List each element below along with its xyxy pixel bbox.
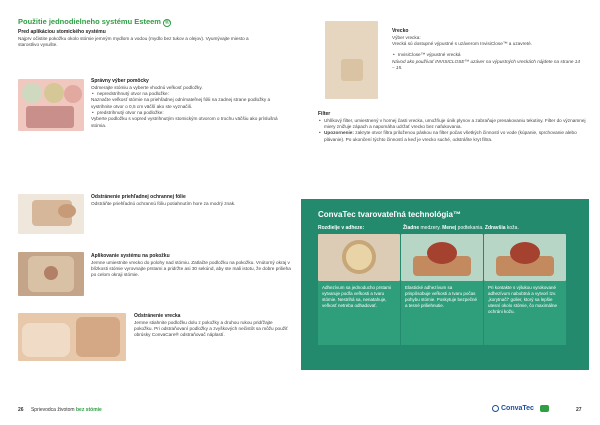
- tech-title: ConvaTec tvarovateľná technológia™: [318, 210, 461, 219]
- tech-col1-heading: Rozdielje v adheze:: [318, 225, 365, 231]
- step3-section: [91, 253, 291, 279]
- step1-bullet2: • predstrihnutý otvor na podložke:: [91, 110, 291, 116]
- prep-heading: Pred aplikáciou stomického systému: [18, 29, 106, 35]
- step1-section: [91, 78, 291, 129]
- brand-logo: [492, 404, 549, 413]
- step2-heading: Odstránenie priehľadnej ochrannej fólie: [91, 194, 186, 200]
- apply-pouch-image: [18, 252, 84, 296]
- pouch-image: [325, 21, 378, 99]
- left-footer: [18, 407, 102, 414]
- tech-image-3: [484, 234, 566, 281]
- step1-text3: Vyberte podložku s vopred vystrihnutým stomickým otvorom o trochu väčšiu ako príslušná stómia.: [91, 116, 278, 128]
- filter-bullet1: • Uhlíkový filter, umiestnený v hornej časti vrecka, umožňuje únik plynov a zabraňuje presakovaniu tekutiny. Filter do významnej miery znižuje zápach a napomáha udržať vrecko bez nafukovania.: [318, 118, 586, 131]
- prep-section: [18, 29, 268, 48]
- filter-warning-label: Upozornenie:: [324, 130, 354, 136]
- step4-heading: Odstránenie vrecka: [134, 313, 181, 319]
- step4-section: [134, 313, 292, 339]
- tech-col2-heading: Žiadne medzery. Menej podtekania. Zdravšia koža.: [403, 225, 519, 231]
- pouch-heading: Vrecko: [392, 28, 409, 34]
- step1-text2: Naznačte veľkosť stómie na priehľadnej odnímateľnej fólii na zadnej strane podložky a vystrihnite otvor o 0,5 cm väčší ako ste vyznačili.: [91, 97, 271, 109]
- pouch-bullet: • InvisiClose™ výpustné vrecká: [392, 52, 582, 58]
- pouch-sizing-image: [18, 79, 84, 131]
- convatec-icon: [492, 405, 499, 412]
- step1-text1: Odmerajte stómiu a vyberte vhodnú veľkosť podložky.: [91, 84, 203, 90]
- page-title: Použitie jednodielneho systému Esteem ®: [18, 17, 170, 26]
- pouch-section: [392, 28, 582, 71]
- filter-heading: Filter: [318, 111, 331, 117]
- guide-label: Sprievodca životom: [30, 407, 75, 413]
- filter-section: [318, 111, 586, 143]
- remove-pouch-image: [18, 313, 126, 361]
- pouch-label: Výber vrecka:: [392, 34, 421, 40]
- badge-icon: [540, 405, 549, 412]
- step3-heading: Aplikovanie systému na pokožku: [91, 253, 170, 259]
- tech-image-2: [401, 234, 483, 281]
- tech-box-1: Adhezívum sa jednoducho prstami vytvaruje podľa veľkosti a tvaru stómie. Nestrihá sa, nenatahuje, veľkosť netreba odhadovať.: [318, 281, 400, 345]
- tech-image-1: [318, 234, 400, 281]
- brand-name: ConvaTec: [501, 405, 534, 412]
- pouch-text1: Vrecká sú dostupné výpustné s uzáverom InvisiClose™ a uzavreté.: [392, 41, 532, 47]
- pouch-note: Návod ako používať INVISICLOSE™ uzáver na výpustných vreckách nájdete na strane 14 – 15.: [392, 58, 580, 71]
- step4-text: Jemne stiahnite podložku dolu z pokožky a druhou rukou pridŕžajte pokožku. Pri odstraňovaní podložky a zvyškových nečistôt sa môžu použiť obrúsky ConvaCare® odstraňovač náplastí.: [134, 319, 288, 338]
- tech-subheadings: [318, 225, 586, 232]
- tech-box-3: Pri kontakte s výlukou vyrokované adhezívum nabobtná a vytvorí tzv. „korytnačí“ golier, ktorý sa lepšie utesní okolo stómie, čo maximálne ochráni kožu.: [484, 281, 566, 345]
- left-page-number: 26: [18, 407, 24, 413]
- filter-bullet2: [318, 130, 586, 143]
- registered-mark: ®: [165, 20, 170, 26]
- step2-section: [91, 194, 291, 207]
- step1-bullet1: • nepredstrihnutý otvor na podložke:: [91, 91, 291, 97]
- filter-warning-text: zakryte otvor filtra priloženou páskou na filter počas všetkých činností vo vode (kúpanie, sprchovanie alebo plávanie). Po ukončení týchto činností a keď je vrecko suché, odstráňte kryt filtra.: [324, 130, 577, 142]
- prep-text: Najprv očistite pokožku okolo stómie jemným mydlom a vodou (mydlo bez tukov a olejov). Vyumývajte miesto a starostlivo vysušte.: [18, 35, 249, 48]
- tech-box-2: Elastické adhezívum sa prispôsobuje veľkosti a tvaru počas pohybu stómie. Poskytuje bezpečné a tesné priliehnutie.: [401, 281, 483, 345]
- step3-text: Jemne umiestnite vrecko do polohy nad stómiu. Zatlačte podložku na pokožku. Vnútorný okraj v blízkosti stómie vyrovnajte prstami a pridržte asi 30 sekúnd, aby ste mali istotu, že dobre prilieha po celom okraji stómie.: [91, 259, 291, 278]
- step1-heading: Správny výber pomôcky: [91, 78, 149, 84]
- guide-highlight: bez stómie: [75, 407, 102, 413]
- peel-film-image: [18, 194, 84, 234]
- step2-text: Odstráňte priehľadnú ochrannú fóliu potiahnutím hore za modrý znak.: [91, 200, 236, 206]
- right-page-number: 27: [576, 407, 582, 413]
